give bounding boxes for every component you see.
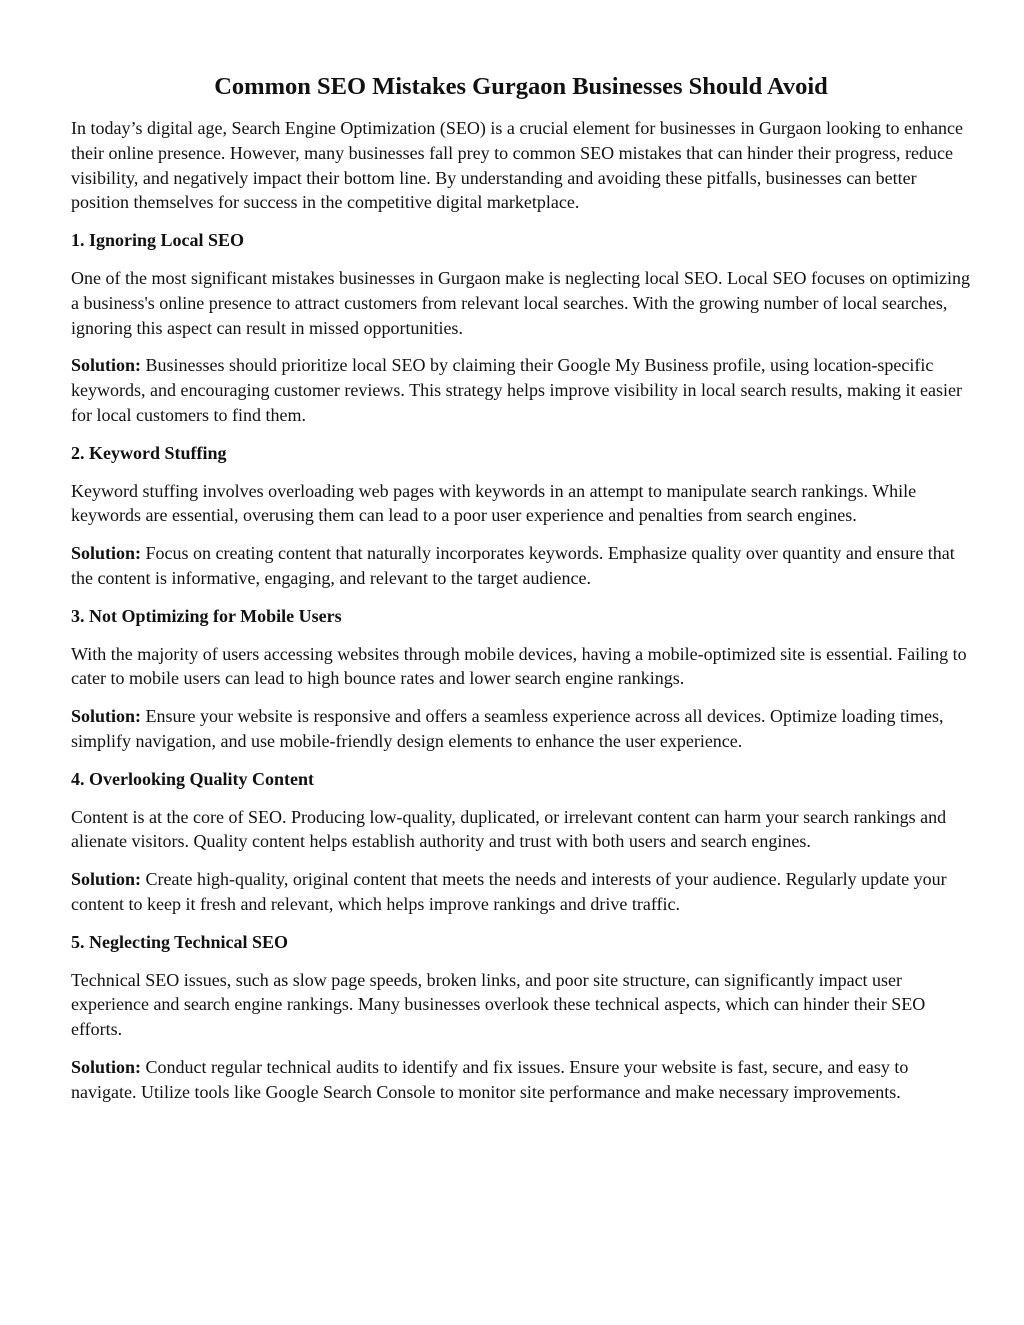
- section-body: Keyword stuffing involves overloading web pages with keywords in an attempt to manipulate search rankings. While keywords are essential, overusing them can lead to a poor user experience and penalties from search engines.: [71, 480, 917, 526]
- document-page: [71, 72, 971, 1118]
- section-body: Content is at the core of SEO. Producing low-quality, duplicated, or irrelevant content can harm your search rankings and alienate visitors. Quality content helps establish authority and trust with both users and search engines.: [71, 806, 947, 852]
- solution-label: Solution:: [71, 543, 142, 564]
- section-technical-seo: [71, 930, 971, 1105]
- section-heading: 4. Overlooking Quality Content: [71, 768, 315, 789]
- solution-label: Solution:: [71, 869, 142, 890]
- section-solution: [71, 541, 971, 591]
- solution-label: Solution:: [71, 1056, 142, 1077]
- section-body: With the majority of users accessing websites through mobile devices, having a mobile-optimized site is essential. Failing to cater to mobile users can lead to high bounce rates and lower search engine rankings.: [71, 643, 967, 689]
- section-solution: [71, 867, 971, 917]
- solution-text: Businesses should prioritize local SEO by claiming their Google My Business profile, using location-specific keywords, and encouraging customer reviews. This strategy helps improve visibility in local search results, making it easier for local customers to find them.: [71, 355, 962, 425]
- intro-paragraph: In today’s digital age, Search Engine Optimization (SEO) is a crucial element for businesses in Gurgaon looking to enhance their online presence. However, many businesses fall prey to common SEO mistakes that can hinder their progress, reduce visibility, and negatively impact their bottom line. By understanding and avoiding these pitfalls, businesses can better position themselves for success in the competitive digital marketplace.: [71, 118, 963, 213]
- document-title: Common SEO Mistakes Gurgaon Businesses Should Avoid: [214, 73, 828, 100]
- section-local-seo: [71, 228, 971, 428]
- solution-text: Create high-quality, original content that meets the needs and interests of your audience. Regularly update your content to keep it fresh and relevant, which helps improve rankings and drive traffic.: [71, 869, 947, 914]
- solution-text: Focus on creating content that naturally incorporates keywords. Emphasize quality over quantity and ensure that the content is informative, engaging, and relevant to the target audience.: [71, 543, 955, 588]
- section-keyword-stuffing: [71, 441, 971, 591]
- section-solution: [71, 1055, 971, 1105]
- solution-text: Ensure your website is responsive and offers a seamless experience across all devices. Optimize loading times, simplify navigation, and use mobile-friendly design elements to enhance the user experience.: [71, 706, 944, 751]
- section-heading: 5. Neglecting Technical SEO: [71, 931, 289, 952]
- section-heading: 2. Keyword Stuffing: [71, 442, 227, 463]
- section-heading: 3. Not Optimizing for Mobile Users: [71, 605, 342, 626]
- section-quality-content: [71, 767, 971, 917]
- section-solution: [71, 353, 971, 427]
- section-body: Technical SEO issues, such as slow page speeds, broken links, and poor site structure, can significantly impact user experience and search engine rankings. Many businesses overlook these technical aspects, which can hinder their SEO efforts.: [71, 969, 926, 1040]
- section-mobile-optimization: [71, 604, 971, 754]
- solution-label: Solution:: [71, 706, 142, 727]
- solution-label: Solution:: [71, 355, 142, 376]
- section-body: One of the most significant mistakes businesses in Gurgaon make is neglecting local SEO. Local SEO focuses on optimizing a business's online presence to attract customers from relevant local searches. With the growing number of local searches, ignoring this aspect can result in missed opportunities.: [71, 267, 971, 338]
- solution-text: Conduct regular technical audits to identify and fix issues. Ensure your website is fast, secure, and easy to navigate. Utilize tools like Google Search Console to monitor site performance and make necessary improvements.: [71, 1056, 909, 1102]
- section-heading: 1. Ignoring Local SEO: [71, 230, 245, 251]
- section-solution: [71, 704, 971, 754]
